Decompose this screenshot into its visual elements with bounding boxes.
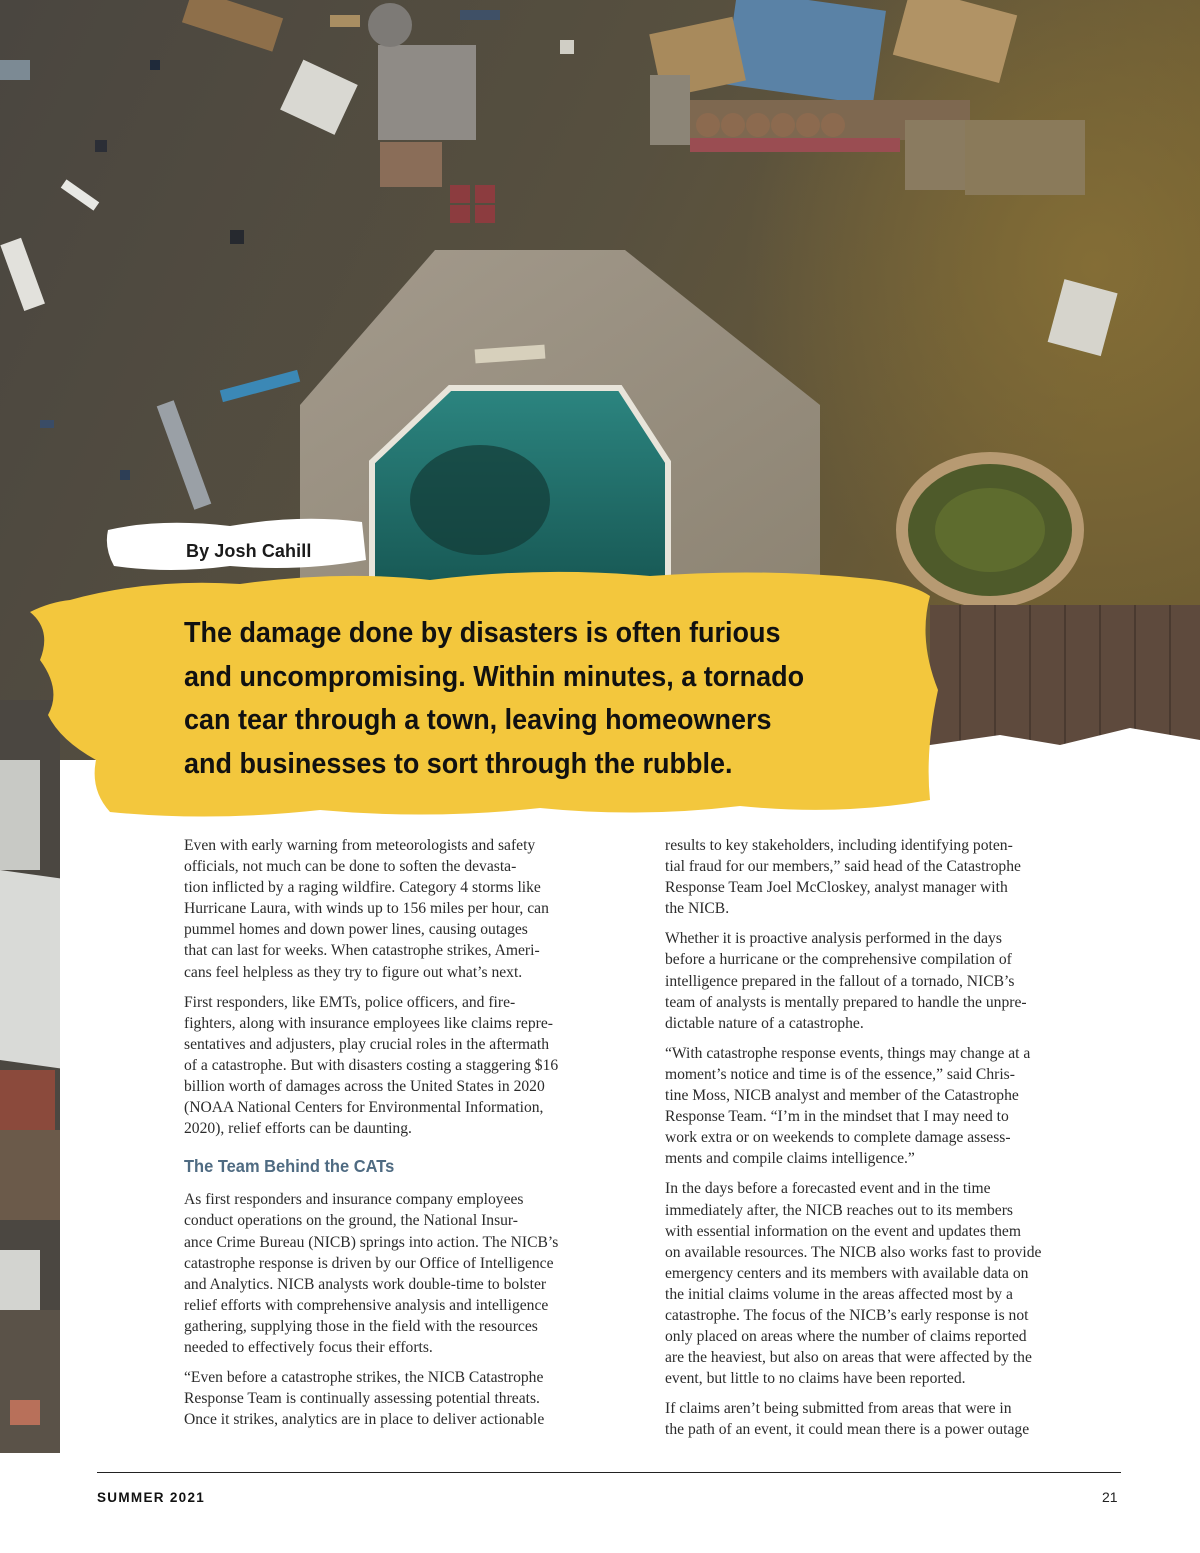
text-line: moment’s notice and time is of the essence,” said Chris- (665, 1065, 1015, 1083)
text-line: ments and compile claims intelligence.” (665, 1150, 915, 1168)
byline: By Josh Cahill (186, 541, 312, 561)
text-line: “With catastrophe response events, things may change at a (665, 1044, 1031, 1062)
text-line: If claims aren’t being submitted from areas that were in (665, 1400, 1012, 1418)
paragraph (184, 1189, 639, 1358)
paragraph (184, 1367, 639, 1430)
pull-quote-line: The damage done by disasters is often furious (184, 617, 781, 649)
text-line: before a hurricane or the comprehensive compilation of (665, 951, 1012, 969)
text-line: immediately after, the NICB reaches out to its members (665, 1201, 1013, 1219)
text-line: the NICB. (665, 900, 730, 918)
text-line: only placed on areas where the number of claims reported (665, 1328, 1027, 1346)
text-line: intelligence prepared in the fallout of a tornado, NICB’s (665, 972, 1015, 990)
text-line: tine Moss, NICB analyst and member of the Catastrophe (665, 1087, 1019, 1105)
text-line: the initial claims volume in the areas affected most by a (665, 1285, 1013, 1303)
text-line: First responders, like EMTs, police officers, and fire- (184, 993, 516, 1011)
text-line: In the days before a forecasted event and in the time (665, 1180, 991, 1198)
text-line: dictable nature of a catastrophe. (665, 1014, 864, 1032)
text-line: the path of an event, it could mean there is a power outage (665, 1421, 1030, 1439)
text-line: tion inflicted by a raging wildfire. Category 4 storms like (184, 879, 541, 897)
text-line: fighters, along with insurance employees like claims repre- (184, 1014, 553, 1032)
page-number: 21 (1102, 1489, 1118, 1505)
text-line: event, but little to no claims have been reported. (665, 1370, 966, 1388)
text-line: are the heaviest, but also on areas that were affected by the (665, 1349, 1032, 1367)
text-line: catastrophe. The focus of the NICB’s early response is not (665, 1306, 1029, 1324)
text-line: billion worth of damages across the United States in 2020 (184, 1078, 545, 1096)
text-line: emergency centers and its members with available data on (665, 1264, 1029, 1282)
paragraph (665, 928, 1120, 1033)
paragraph (665, 1398, 1120, 1440)
text-line: on available resources. The NICB also works fast to provide (665, 1243, 1042, 1261)
text-line: needed to effectively focus their efforts. (184, 1338, 433, 1356)
text-line: conduct operations on the ground, the National Insur- (184, 1212, 519, 1230)
text-line: Response Team Joel McCloskey, analyst manager with (665, 879, 1008, 897)
text-line: Response Team. “I’m in the mindset that I may need to (665, 1108, 1009, 1126)
text-line: Whether it is proactive analysis performed in the days (665, 930, 1002, 948)
section-heading: The Team Behind the CATs (184, 1156, 395, 1177)
text-line: officials, not much can be done to soften the devasta- (184, 858, 517, 876)
text-line: Even with early warning from meteorologists and safety (184, 837, 536, 854)
body-column-left (184, 835, 639, 1439)
text-line: Once it strikes, analytics are in place to deliver actionable (184, 1411, 545, 1429)
text-line: gathering, supplying those in the field with the resources (184, 1317, 538, 1335)
paragraph (665, 1178, 1120, 1389)
text-line: relief efforts with comprehensive analysis and intelligence (184, 1296, 549, 1314)
text-line: and Analytics. NICB analysts work double-time to bolster (184, 1275, 547, 1293)
text-line: 2020), relief efforts can be daunting. (184, 1120, 412, 1138)
text-line: catastrophe response is driven by our Office of Intelligence (184, 1254, 554, 1272)
footer-issue: SUMMER 2021 (97, 1490, 206, 1505)
paragraph (184, 992, 639, 1140)
footer-rule (97, 1472, 1121, 1473)
text-line: (NOAA National Centers for Environmental Information, (184, 1099, 544, 1117)
pull-quote-line: and businesses to sort through the rubble. (184, 747, 733, 780)
text-line: pummel homes and down power lines, causing outages (184, 921, 528, 939)
paragraph (665, 835, 1120, 919)
pull-quote (184, 612, 835, 786)
text-line: that can last for weeks. When catastrophe strikes, Ameri- (184, 942, 540, 960)
text-line: ance Crime Bureau (NICB) springs into action. The NICB’s (184, 1233, 559, 1251)
text-line: Hurricane Laura, with winds up to 156 miles per hour, can (184, 900, 549, 918)
pull-quote-line: and uncompromising. Within minutes, a tornado (184, 660, 805, 693)
pull-quote-line: can tear through a town, leaving homeowners (184, 704, 772, 736)
text-line: with essential information on the event and updates them (665, 1222, 1021, 1240)
text-line: Response Team is continually assessing potential threats. (184, 1390, 540, 1408)
text-line: As first responders and insurance company employees (184, 1191, 524, 1209)
body-column-right (665, 835, 1120, 1450)
paragraph (184, 835, 639, 983)
text-line: “Even before a catastrophe strikes, the NICB Catastrophe (184, 1369, 544, 1387)
text-line: tial fraud for our members,” said head of the Catastrophe (665, 858, 1021, 876)
text-line: team of analysts is mentally prepared to handle the unpre- (665, 993, 1027, 1011)
paragraph (665, 1043, 1120, 1170)
text-line: of a catastrophe. But with disasters costing a staggering $16 (184, 1056, 559, 1074)
text-line: results to key stakeholders, including identifying poten- (665, 837, 1013, 854)
text-line: cans feel helpless as they try to figure out what’s next. (184, 963, 523, 981)
text-line: work extra or on weekends to complete damage assess- (665, 1129, 1011, 1147)
text-line: sentatives and adjusters, play crucial roles in the aftermath (184, 1035, 550, 1053)
